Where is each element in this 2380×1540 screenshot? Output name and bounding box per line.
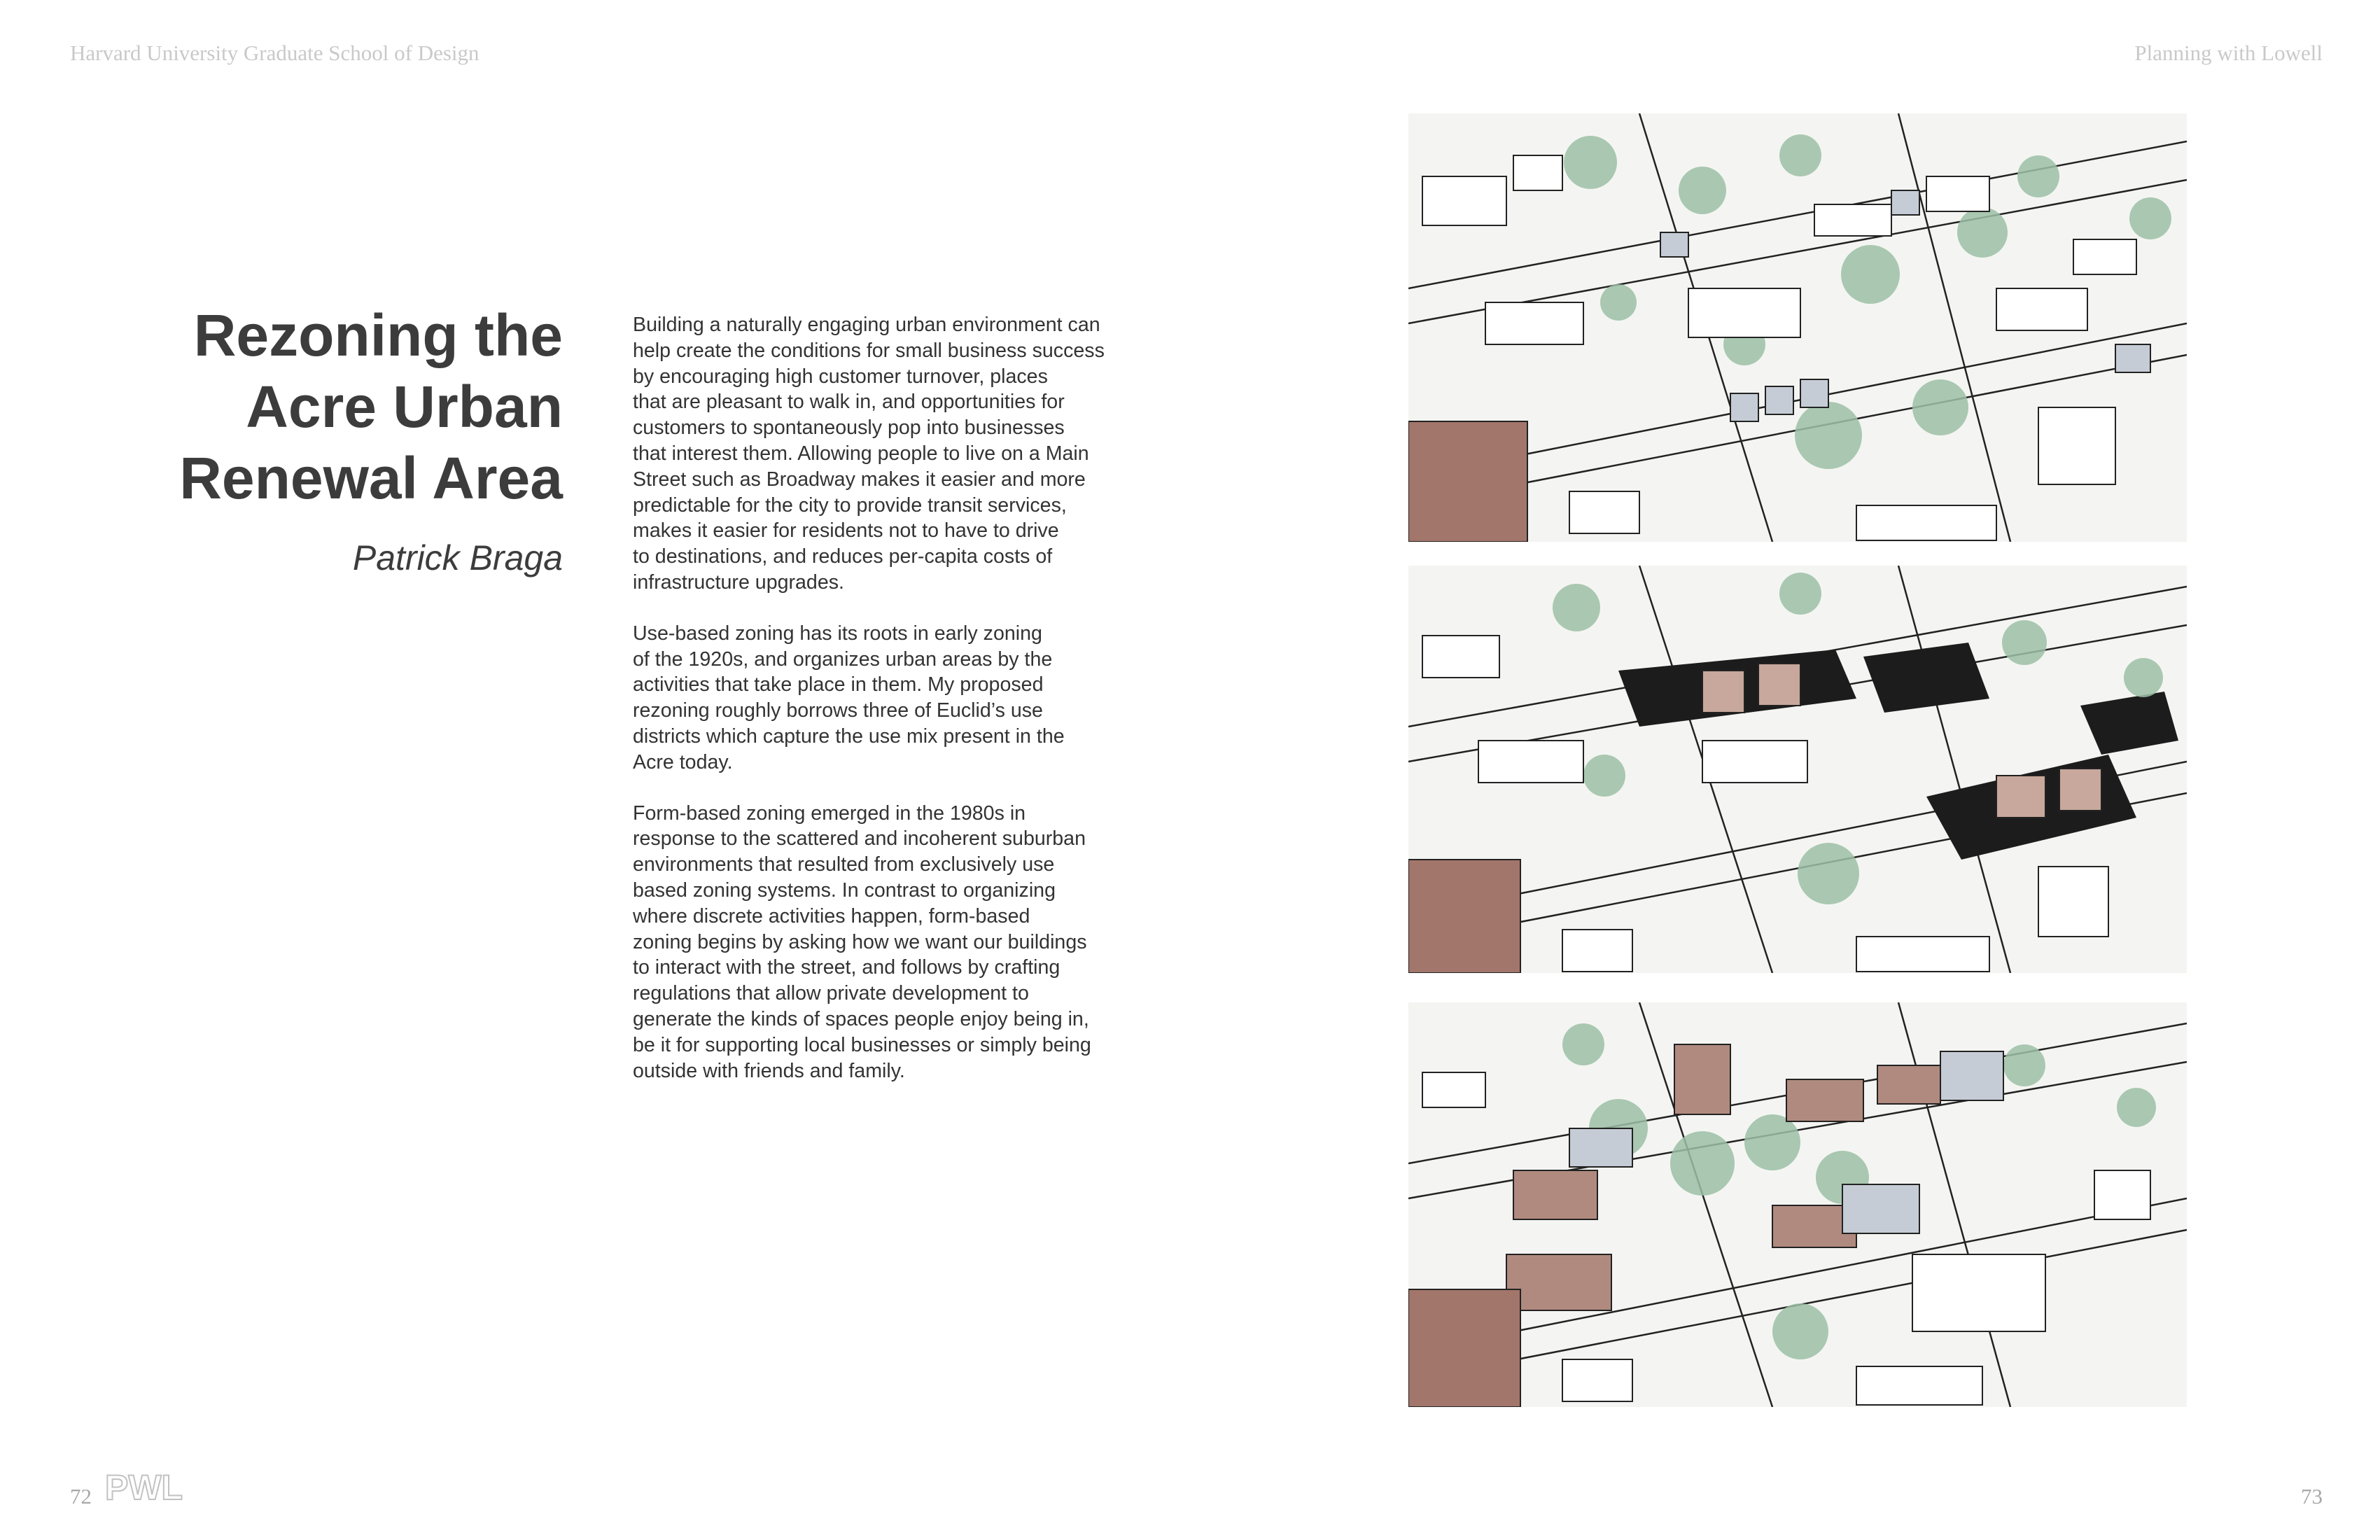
title-line: Rezoning the	[193, 302, 563, 368]
body-text	[633, 312, 1165, 1109]
title-line: Acre Urban	[246, 374, 563, 440]
text-line: that interest them. Allowing people to live on a Main	[633, 442, 1089, 465]
sketch-canvas	[1408, 566, 2187, 973]
text-line: be it for supporting local businesses or simply being	[633, 1033, 1091, 1056]
sketch-canvas	[1408, 113, 2187, 542]
aerial-sketch-existing	[1408, 113, 2187, 542]
text-line: makes it easier for residents not to have to drive	[633, 519, 1059, 542]
text-line: of the 1920s, and organizes urban areas by the	[633, 648, 1053, 671]
text-line: regulations that allow private development to	[633, 982, 1029, 1005]
text-line: by encouraging high customer turnover, places	[633, 365, 1048, 388]
page-number-right: 73	[2301, 1484, 2323, 1508]
text-line: based zoning systems. In contrast to organizing	[633, 878, 1056, 902]
text-line: Use-based zoning has its roots in early zoning	[633, 622, 1042, 645]
tree-canopy	[1553, 573, 2163, 904]
text-line: predictable for the city to provide transit services,	[633, 493, 1067, 517]
aerial-sketch-form-based	[1408, 1002, 2187, 1407]
sketch-canvas	[1408, 1002, 2187, 1407]
text-line: rezoning roughly borrows three of Euclid’s use	[633, 699, 1043, 722]
aerial-sketch-use-based	[1408, 566, 2187, 973]
brick-mill	[1408, 860, 1520, 973]
paragraph	[633, 621, 1165, 776]
text-line: to destinations, and reduces per-capita costs of	[633, 545, 1053, 568]
title-line: Renewal Area	[179, 445, 563, 511]
text-line: where discrete activities happen, form-based	[633, 904, 1030, 927]
author-name: Patrick Braga	[352, 538, 563, 578]
text-line: activities that take place in them. My proposed	[633, 673, 1044, 696]
text-line: Acre today.	[633, 750, 733, 774]
text-line: response to the scattered and incoherent suburban	[633, 827, 1086, 850]
running-head-right: Planning with Lowell	[2134, 41, 2323, 65]
text-line: generate the kinds of spaces people enjoy being in,	[633, 1007, 1089, 1030]
text-line: Building a naturally engaging urban environment can	[633, 314, 1100, 336]
text-line: districts which capture the use mix present in the	[633, 724, 1065, 748]
pwl-logo	[104, 1469, 209, 1505]
text-line: zoning begins by asking how we want our buildings	[633, 930, 1087, 953]
text-line: Form-based zoning emerged in the 1980s in	[633, 802, 1026, 825]
brick-mill	[1408, 1289, 1520, 1407]
text-line: infrastructure upgrades.	[633, 570, 844, 594]
text-line: environments that resulted from exclusively use	[633, 853, 1055, 876]
paragraph	[633, 801, 1165, 1084]
running-head-left: Harvard University Graduate School of Design	[70, 41, 479, 65]
page-number-left: 72	[70, 1484, 92, 1508]
brick-mill	[1408, 421, 1527, 542]
logo-text: PWL	[105, 1469, 183, 1505]
article-title	[105, 300, 563, 514]
text-line: outside with friends and family.	[633, 1059, 905, 1082]
text-line: to interact with the street, and follows by crafting	[633, 956, 1060, 979]
text-line: help create the conditions for small business success	[633, 339, 1105, 362]
text-line: that are pleasant to walk in, and opportunities for	[633, 391, 1065, 414]
text-line: customers to spontaneously pop into businesses	[633, 416, 1065, 440]
text-line: Street such as Broadway makes it easier and more	[633, 468, 1086, 491]
paragraph	[633, 312, 1165, 596]
